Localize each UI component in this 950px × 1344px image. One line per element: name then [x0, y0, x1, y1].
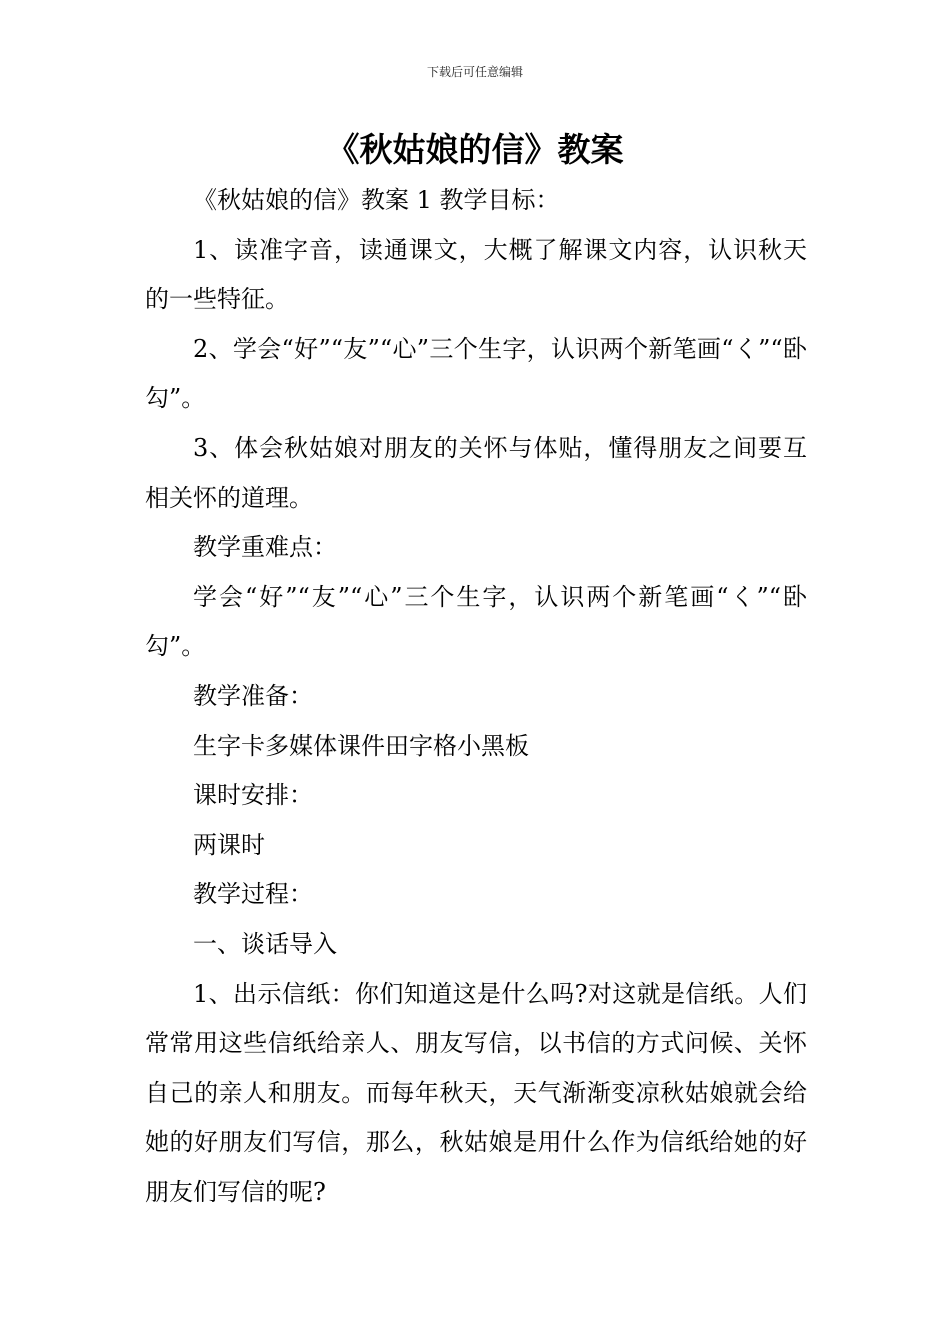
- paragraph-schedule-heading: 课时安排：: [193, 781, 313, 810]
- document-title: 《秋姑娘的信》教案: [326, 130, 624, 169]
- paragraph-process-heading: 教学过程：: [193, 880, 313, 909]
- paragraph-preparation-heading: 教学准备：: [193, 681, 313, 710]
- paragraph-goal-3: 3、体会秋姑娘对朋友的关怀与体贴，懂得朋友之间要互相关怀的道理。: [145, 433, 807, 512]
- paragraph-section-1-step-1: 1、出示信纸：你们知道这是什么吗?对这就是信纸。人们常常用这些信纸给亲人、朋友写信，以书信的方式问候、关怀自己的亲人和朋友。而每年秋天，天气渐渐变凉秋姑娘就会给她的好朋友们写信，那么，秋姑娘是用什么作为信纸给她的好朋友们写信的呢?: [145, 979, 807, 1206]
- paragraph-key-points: 学会“好”“友”“心”三个生字，认识两个新笔画“く”“卧勾”。: [145, 582, 807, 661]
- paragraph-section-1-heading: 一、谈话导入: [193, 929, 337, 958]
- document-body: [145, 176, 807, 1217]
- paragraph-intro: 《秋姑娘的信》教案 1 教学目标：: [193, 186, 560, 214]
- paragraph-preparation: 生字卡多媒体课件田字格小黑板: [193, 731, 529, 760]
- page-header-note: 下载后可任意编辑: [426, 65, 523, 79]
- paragraph-goal-1: 1、读准字音，读通课文，大概了解课文内容，认识秋天的一些特征。: [145, 235, 807, 314]
- paragraph-schedule: 两课时: [193, 830, 265, 859]
- paragraph-key-points-heading: 教学重难点：: [193, 533, 337, 562]
- paragraph-goal-2: 2、学会“好”“友”“心”三个生字，认识两个新笔画“く”“卧勾”。: [145, 334, 807, 413]
